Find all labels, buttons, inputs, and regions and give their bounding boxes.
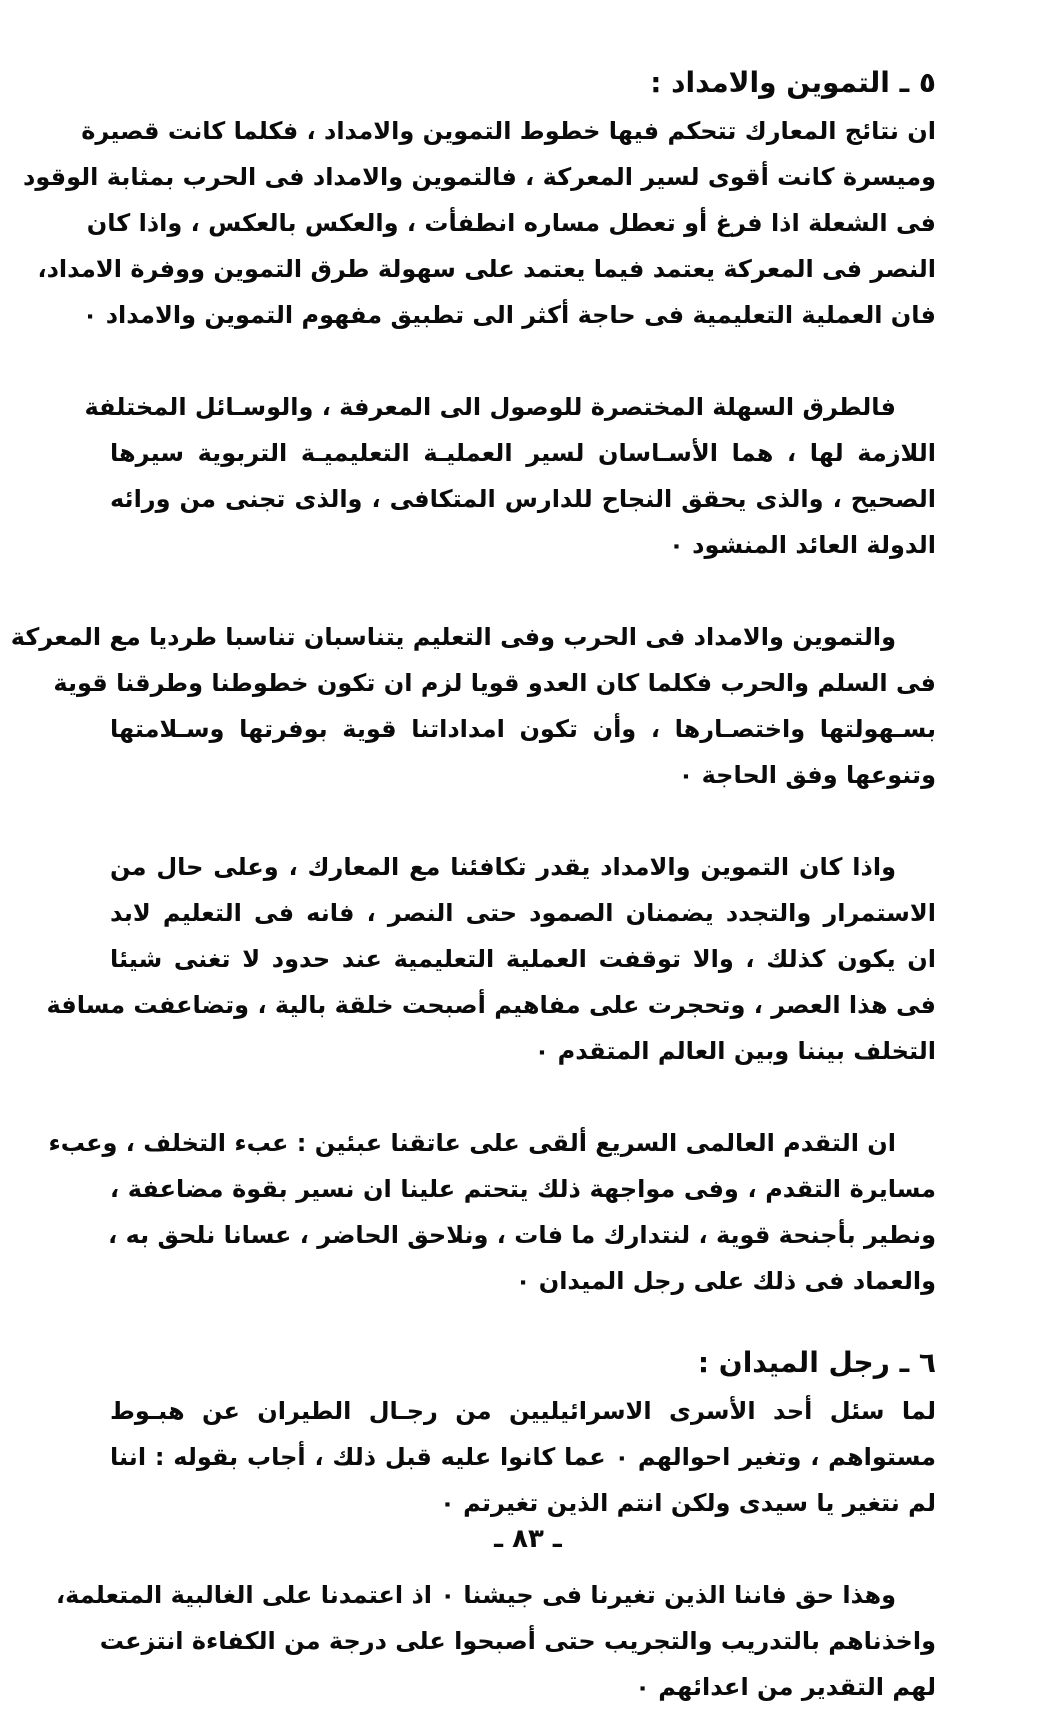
text-line: ان نتائج المعارك تتحكم فيها خطوط التموين والامداد ، فكلما كانت قصيرة [81,117,936,145]
section-heading-field-man: ٦ ـ رجل الميدان : [697,1346,936,1379]
text-line: الاستمرار والتجدد يضمنان الصمود حتى النصر ، فانه فى التعليم لابد [110,899,936,927]
text-line: اللازمة لها ، هما الأسـاسان لسير العمليـة التعليميـة التربوية سيرها [110,439,936,467]
text-line: وميسرة كانت أقوى لسير المعركة ، فالتموين والامداد فى الحرب بمثابة الوقود [23,163,936,191]
paragraph [10,614,936,798]
text-line: فالطرق السهلة المختصرة للوصول الى المعرفة ، والوسـائل المختلفة [84,393,896,421]
paragraph [84,384,936,568]
text-line: واذا كان التموين والامداد يقدر تكافئنا مع المعارك ، وعلى حال من [110,853,896,881]
paragraph [48,1120,936,1304]
text-line: والعماد فى ذلك على رجل الميدان ٠ [515,1267,936,1295]
text-line: وهذا حق فاننا الذين تغيرنا فى جيشنا ٠ اذ اعتمدنا على الغالبية المتعلمة، [56,1581,896,1609]
text-line: بسـهولتها واختصـارها ، وأن تكون امداداتنا قوية بوفرتها وسـلامتها [110,715,936,743]
text-line: واخذناهم بالتدريب والتجريب حتى أصبحوا على درجة من الكفاءة انتزعت [99,1627,936,1655]
text-line: ونطير بأجنحة قوية ، لنتدارك ما فات ، ونلاحق الحاضر ، عسانا نلحق به ، [108,1221,936,1249]
paragraph [110,1388,936,1526]
paragraph [56,1572,936,1710]
text-line: الدولة العائد المنشود ٠ [669,531,936,559]
text-line: ان التقدم العالمى السريع ألقى على عاتقنا عبئين : عبء التخلف ، وعبء [48,1129,896,1157]
text-line: النصر فى المعركة يعتمد فيما يعتمد على سهولة طرق التموين ووفرة الامداد، [37,255,936,283]
text-line: وتنوعها وفق الحاجة ٠ [678,761,936,789]
text-line: مستواهم ، وتغير احوالهم ٠ عما كانوا عليه قبل ذلك ، أجاب بقوله : اننا [110,1443,936,1471]
paragraph [46,844,936,1074]
text-line: فى الشعلة اذا فرغ أو تعطل مساره انطفأت ، والعكس بالعكس ، واذا كان [86,209,936,237]
text-line: لم نتغير يا سيدى ولكن انتم الذين تغيرتم ٠ [440,1489,936,1517]
text-line: التخلف بيننا وبين العالم المتقدم ٠ [534,1037,936,1065]
text-line: مسايرة التقدم ، وفى مواجهة ذلك يتحتم علينا ان نسير بقوة مضاعفة ، [110,1175,936,1203]
page-number: ـ ٨٣ ـ [494,1524,562,1554]
section-heading-supply: ٥ ـ التموين والامداد : [650,66,936,99]
paragraph [23,108,936,338]
text-line: والتموين والامداد فى الحرب وفى التعليم يتناسبان تناسبا طرديا مع المعركة [10,623,896,651]
text-line: الصحيح ، والذى يحقق النجاح للدارس المتكافى ، والذى تجنى من ورائه [110,485,936,513]
text-line: ان يكون كذلك ، والا توقفت العملية التعليمية عند حدود لا تغنى شيئا [110,945,936,973]
text-line: فى السلم والحرب فكلما كان العدو قويا لزم ان تكون خطوطنا وطرقنا قوية [53,669,936,697]
text-line: لهم التقدير من اعدائهم ٠ [635,1673,936,1701]
text-line: فان العملية التعليمية فى حاجة أكثر الى تطبيق مفهوم التموين والامداد ٠ [82,301,936,329]
text-line: فى هذا العصر ، وتحجرت على مفاهيم أصبحت خلقة بالية ، وتضاعفت مسافة [46,991,936,1019]
text-line: لما سئل أحد الأسرى الاسرائيليين من رجـال الطيران عن هبـوط [110,1397,936,1425]
